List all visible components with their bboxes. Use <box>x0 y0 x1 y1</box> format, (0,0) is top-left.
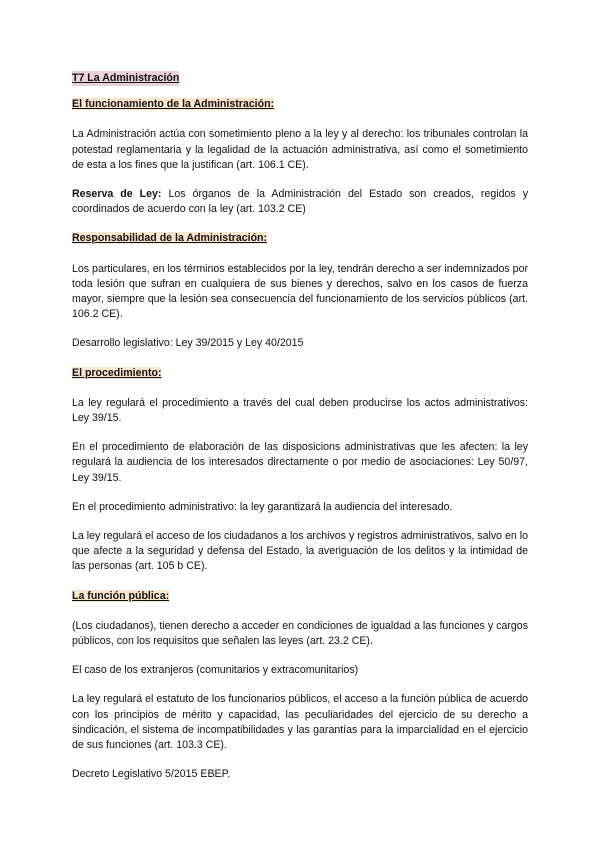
document-title: T7 La Administración <box>72 71 179 86</box>
reserva-ley-label: Reserva de Ley: <box>72 188 162 201</box>
paragraph-reserva-ley <box>72 187 528 217</box>
paragraph: En el procedimiento de elaboración de las disposicions administrativas que les afecten: la ley regulará la audiencia de los interesados directamente o por medio de asociaciones: Ley 50/97, Ley 39/15. <box>72 441 528 484</box>
reserva-ley-text: Los órganos de la Administración del Estado son creados, regidos y coordinados de acuerdo con la ley (art. 103.2 CE) <box>72 188 528 216</box>
section-heading-label: La función pública: <box>72 589 170 602</box>
section-heading-funcion-publica <box>72 589 528 604</box>
paragraph: En el procedimiento administrativo: la ley garantizará la audiencia del interesado. <box>72 500 453 513</box>
paragraph: La Administración actúa con sometimiento pleno a la ley y al derecho: los tribunales controlan la potestad reglamentaria y la legalidad de la actuación administrativa, así como el sometimiento de esta a los fines que la justifican (art. 106.1 CE). <box>72 128 528 171</box>
section-heading-responsabilidad <box>72 231 528 246</box>
section-heading-label: El funcionamiento de la Administración: <box>72 98 275 111</box>
section-heading-funcionamiento <box>72 97 528 112</box>
paragraph: Decreto Legislativo 5/2015 EBEP. <box>72 768 231 781</box>
section-heading-procedimiento <box>72 366 528 381</box>
paragraph: Desarrollo legislativo: Ley 39/2015 y Ley 40/2015 <box>72 337 304 350</box>
paragraph: La ley regulará el acceso de los ciudadanos a los archivos y registros administrativos, salvo en lo que afecte a la seguridad y defensa del Estado, la averiguación de los delitos y la intimidad de las personas (art. 105 b CE). <box>72 530 528 573</box>
section-heading-label: Responsabilidad de la Administración: <box>72 232 268 245</box>
paragraph: (Los ciudadanos), tienen derecho a acceder en condiciones de igualdad a las funciones y cargos públicos, con los requisitos que señalen las leyes (art. 23.2 CE). <box>72 619 528 648</box>
paragraph: El caso de los extranjeros (comunitarios y extracomunitarios) <box>72 664 359 677</box>
paragraph: Los particulares, en los términos establecidos por la ley, tendrán derecho a ser indemnizados por toda lesión que sufran en cualquiera de sus bienes y derechos, salvo en los casos de fuerza mayor, siempre que la lesión sea consecuencia del funcionamiento de los servicios públicos (art. 106.2 CE). <box>72 262 528 321</box>
paragraph: La ley regulará el procedimiento a través del cual deben producirse los actos administrativos: Ley 39/15. <box>72 396 528 425</box>
section-heading-label: El procedimiento: <box>72 366 162 379</box>
paragraph: La ley regulará el estatuto de los funcionarios públicos, el acceso a la función pública de acuerdo con los principios de mérito y capacidad, las peculiaridades del ejercicio de su derecho a sindicación, el sistema de incompatibilidades y las garantías para la imparcialidad en el ejercicio de sus funciones (art. 103.3 CE). <box>72 693 528 752</box>
title-block <box>72 71 528 97</box>
